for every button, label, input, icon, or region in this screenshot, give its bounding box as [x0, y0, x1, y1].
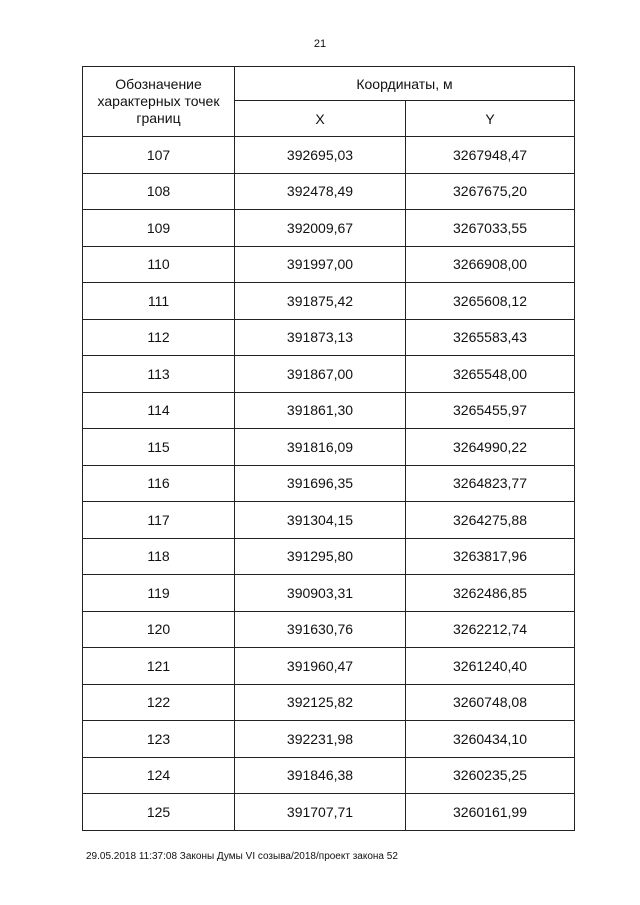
table-row	[83, 392, 575, 429]
y-coordinate-cell: 3264990,22	[406, 429, 575, 466]
y-coordinate-cell: 3265548,00	[406, 356, 575, 393]
table-row	[83, 757, 575, 794]
point-cell: 124	[83, 757, 235, 794]
table-row	[83, 721, 575, 758]
y-coordinate-cell: 3267033,55	[406, 210, 575, 247]
y-coordinate-cell: 3260434,10	[406, 721, 575, 758]
point-cell: 109	[83, 210, 235, 247]
table-row	[83, 648, 575, 685]
coordinates-table	[82, 66, 575, 831]
x-coordinate-cell: 391304,15	[235, 502, 406, 539]
table-row	[83, 173, 575, 210]
x-coordinate-cell: 391960,47	[235, 648, 406, 685]
y-coordinate-cell: 3264275,88	[406, 502, 575, 539]
table-row	[83, 429, 575, 466]
point-cell: 113	[83, 356, 235, 393]
y-coordinate-cell: 3264823,77	[406, 465, 575, 502]
table-row	[83, 246, 575, 283]
y-column-header: Y	[406, 101, 575, 137]
point-designation-header: Обозначение характерных точек границ	[83, 67, 235, 137]
y-coordinate-cell: 3265608,12	[406, 283, 575, 320]
y-coordinate-cell: 3260748,08	[406, 684, 575, 721]
point-cell: 107	[83, 137, 235, 174]
point-cell: 111	[83, 283, 235, 320]
x-coordinate-cell: 391707,71	[235, 794, 406, 831]
y-coordinate-cell: 3262486,85	[406, 575, 575, 612]
table-row	[83, 210, 575, 247]
point-cell: 116	[83, 465, 235, 502]
table-row	[83, 502, 575, 539]
point-cell: 125	[83, 794, 235, 831]
table-row	[83, 465, 575, 502]
table-row	[83, 611, 575, 648]
x-coordinate-cell: 392478,49	[235, 173, 406, 210]
document-footer: 29.05.2018 11:37:08 Законы Думы VI созыва/2018/проект закона 52	[86, 851, 398, 862]
x-coordinate-cell: 391816,09	[235, 429, 406, 466]
x-coordinate-cell: 392231,98	[235, 721, 406, 758]
y-coordinate-cell: 3260235,25	[406, 757, 575, 794]
point-cell: 115	[83, 429, 235, 466]
table-row	[83, 575, 575, 612]
point-cell: 119	[83, 575, 235, 612]
y-coordinate-cell: 3261240,40	[406, 648, 575, 685]
point-cell: 118	[83, 538, 235, 575]
y-coordinate-cell: 3267675,20	[406, 173, 575, 210]
y-coordinate-cell: 3262212,74	[406, 611, 575, 648]
page-number: 21	[313, 38, 327, 50]
table-row	[83, 137, 575, 174]
point-cell: 122	[83, 684, 235, 721]
point-cell: 123	[83, 721, 235, 758]
table-header-row	[83, 67, 575, 101]
y-coordinate-cell: 3266908,00	[406, 246, 575, 283]
table-row	[83, 684, 575, 721]
y-coordinate-cell: 3263817,96	[406, 538, 575, 575]
point-cell: 114	[83, 392, 235, 429]
x-coordinate-cell: 392695,03	[235, 137, 406, 174]
table-row	[83, 319, 575, 356]
table-row	[83, 538, 575, 575]
point-cell: 112	[83, 319, 235, 356]
x-coordinate-cell: 391295,80	[235, 538, 406, 575]
x-coordinate-cell: 392125,82	[235, 684, 406, 721]
point-cell: 117	[83, 502, 235, 539]
x-coordinate-cell: 391846,38	[235, 757, 406, 794]
x-coordinate-cell: 391873,13	[235, 319, 406, 356]
x-coordinate-cell: 391867,00	[235, 356, 406, 393]
x-coordinate-cell: 391630,76	[235, 611, 406, 648]
x-coordinate-cell: 390903,31	[235, 575, 406, 612]
y-coordinate-cell: 3267948,47	[406, 137, 575, 174]
table-row	[83, 794, 575, 831]
x-coordinate-cell: 391696,35	[235, 465, 406, 502]
table-row	[83, 283, 575, 320]
y-coordinate-cell: 3265583,43	[406, 319, 575, 356]
coordinates-header: Координаты, м	[235, 67, 575, 101]
point-cell: 120	[83, 611, 235, 648]
x-coordinate-cell: 392009,67	[235, 210, 406, 247]
y-coordinate-cell: 3265455,97	[406, 392, 575, 429]
x-coordinate-cell: 391997,00	[235, 246, 406, 283]
x-coordinate-cell: 391861,30	[235, 392, 406, 429]
point-cell: 110	[83, 246, 235, 283]
x-coordinate-cell: 391875,42	[235, 283, 406, 320]
table-row	[83, 356, 575, 393]
x-column-header: X	[235, 101, 406, 137]
y-coordinate-cell: 3260161,99	[406, 794, 575, 831]
table-body	[83, 137, 575, 831]
point-cell: 121	[83, 648, 235, 685]
point-cell: 108	[83, 173, 235, 210]
